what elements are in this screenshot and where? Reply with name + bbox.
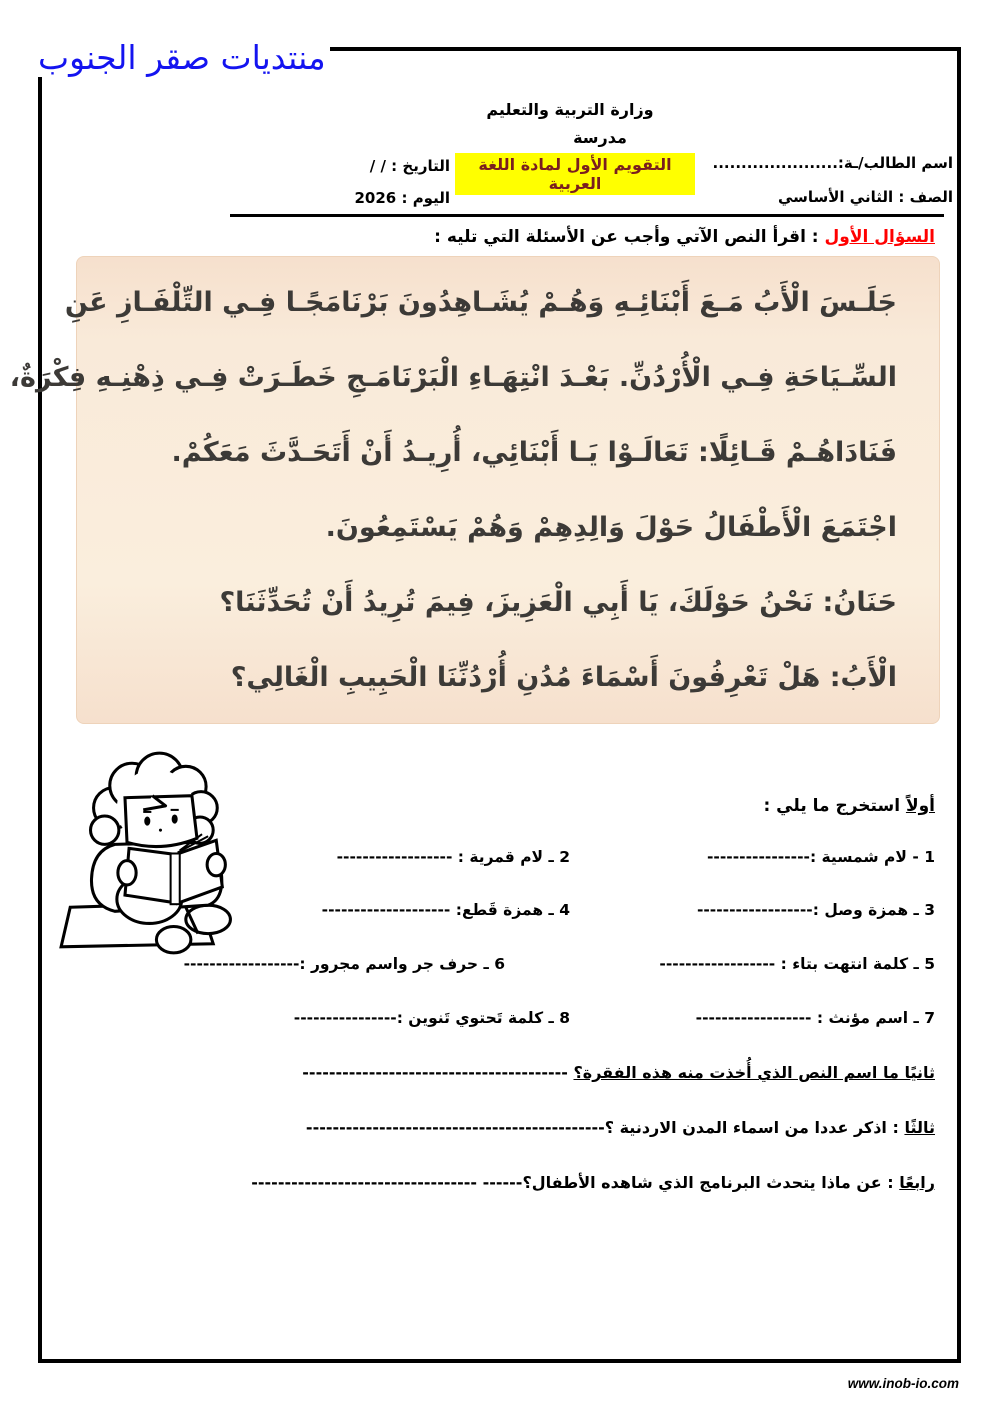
header-school: مدرسة — [573, 128, 627, 147]
question-fourth-blank: ------ ---------------------------------- — [251, 1173, 523, 1192]
passage-line: فَنَادَاهُـمْ قَـائِلًا: تَعَالَـوْا يَـا أَبْنَائِي، أُرِيـدُ أَنْ أَتَحَـدَّثَ مَعَكُمْ. — [171, 437, 897, 468]
question-second — [302, 1063, 935, 1082]
extract-item-6 — [184, 955, 505, 973]
footer-site-url: www.inob-io.com — [847, 1376, 959, 1391]
header-divider-line — [230, 214, 944, 217]
question-second-blank: ---------------------------------------- — [302, 1063, 574, 1082]
extract-item-5 — [659, 955, 935, 973]
question-third-text: : اذكر عددا من اسماء المدن الاردنية ؟ — [604, 1118, 905, 1137]
extract-item-4 — [322, 901, 570, 919]
item-label: 3 ـ همزة وصل : — [812, 901, 935, 919]
item-blank: ------------------ — [696, 901, 813, 919]
item-label: 4 ـ همزة قَطع: — [450, 901, 570, 919]
extract-heading-rest: استخرج ما يلي : — [763, 796, 906, 816]
item-label: 5 ـ كلمة انتهت بتاء : — [775, 955, 935, 973]
question-fourth-text: : عن ماذا يتحدث البرنامج الذي شاهده الأطفال؟ — [522, 1173, 900, 1192]
item-label: 1 - لام شمسية : — [809, 848, 935, 866]
question1-instruction: : اقرأ النص الآتي وأجب عن الأسئلة التي تليه : — [434, 227, 825, 247]
question-fourth — [251, 1173, 935, 1192]
item-blank: ---------------- — [707, 848, 810, 866]
question1-heading — [375, 227, 935, 247]
question1-label: السؤال الأول — [824, 227, 935, 247]
extract-item-1 — [707, 848, 935, 866]
watermark-text: منتديات صقر الجنوب — [34, 38, 330, 77]
passage-box — [9, 256, 940, 724]
item-label: 2 ـ لام قمرية : — [452, 848, 570, 866]
extract-item-7 — [696, 1009, 935, 1027]
extract-section-heading — [763, 796, 935, 816]
question-third — [306, 1118, 935, 1137]
extract-item-3 — [697, 901, 935, 919]
item-blank: ------------------ — [183, 955, 300, 973]
extract-item-2 — [337, 848, 570, 866]
passage-line: السِّـيَاحَةِ فِـي الْأُرْدُنِّ. بَعْـدَ انْتِهَـاءِ الْبَرْنَامَـجِ خَطَـرَتْ فِـي ذِهْنِـهِ فِكْرَةٌ، — [9, 362, 897, 393]
item-label: 6 ـ حرف جر واسم مجرور : — [299, 955, 505, 973]
question-third-blank: --------------------------------------------- — [305, 1118, 605, 1137]
passage-line: حَنَانُ: نَحْنُ حَوْلَكَ، يَا أَبِي الْعَزِيزَ، فِيمَ تُرِيدُ أَنْ تُحَدِّثَنَا؟ — [219, 587, 897, 618]
child-reading-icon — [55, 745, 270, 963]
student-info-block — [693, 146, 953, 214]
exam-title-highlight — [455, 153, 695, 195]
date-label: التاريخ : / / — [369, 157, 450, 175]
item-blank: ------------------ — [695, 1009, 812, 1027]
grade-label: الصف : الثاني الأساسي — [777, 188, 953, 206]
item-label: 7 ـ اسم مؤنث : — [811, 1009, 935, 1027]
item-blank: ---------------- — [293, 1009, 397, 1027]
item-blank: ------------------ — [659, 955, 776, 973]
question-third-label: ثالثًا — [904, 1118, 935, 1137]
extract-heading-underlined: أولاً — [905, 796, 935, 816]
student-name-label: اسم الطالب/ـة:...................... — [712, 154, 953, 172]
passage-line: جَلَـسَ الْأَبُ مَـعَ أَبْنَائِـهِ وَهُـمْ يُشَـاهِدُونَ بَرْنَامَجًـا فِـي التِّلْفَـازِ عَنِ — [64, 287, 897, 318]
exam-title-text: التقويم الأول لمادة اللغة العربية — [455, 153, 695, 195]
item-label: 8 ـ كلمة تَحتوي تَنوين : — [396, 1009, 570, 1027]
date-info-block — [250, 150, 450, 214]
question-second-text: ثانيًا ما اسم النص الذي أُخذت منه هذه الفقرة؟ — [573, 1063, 935, 1082]
question-fourth-label: رابعًا — [899, 1173, 935, 1192]
day-label: اليوم : 2026 — [354, 189, 450, 207]
header-ministry: وزارة التربية والتعليم — [486, 100, 654, 119]
item-blank: ------------------ — [336, 848, 453, 866]
passage-line: اجْتَمَعَ الْأَطْفَالُ حَوْلَ وَالِدِهِمْ وَهُمْ يَسْتَمِعُونَ. — [325, 512, 897, 543]
item-blank: -------------------- — [321, 901, 451, 919]
passage-line: الْأَبُ: هَلْ تَعْرِفُونَ أَسْمَاءَ مُدُنِ أُرْدُنِّنَا الْحَبِيبِ الْغَالِي؟ — [230, 662, 897, 693]
extract-item-8 — [294, 1009, 570, 1027]
